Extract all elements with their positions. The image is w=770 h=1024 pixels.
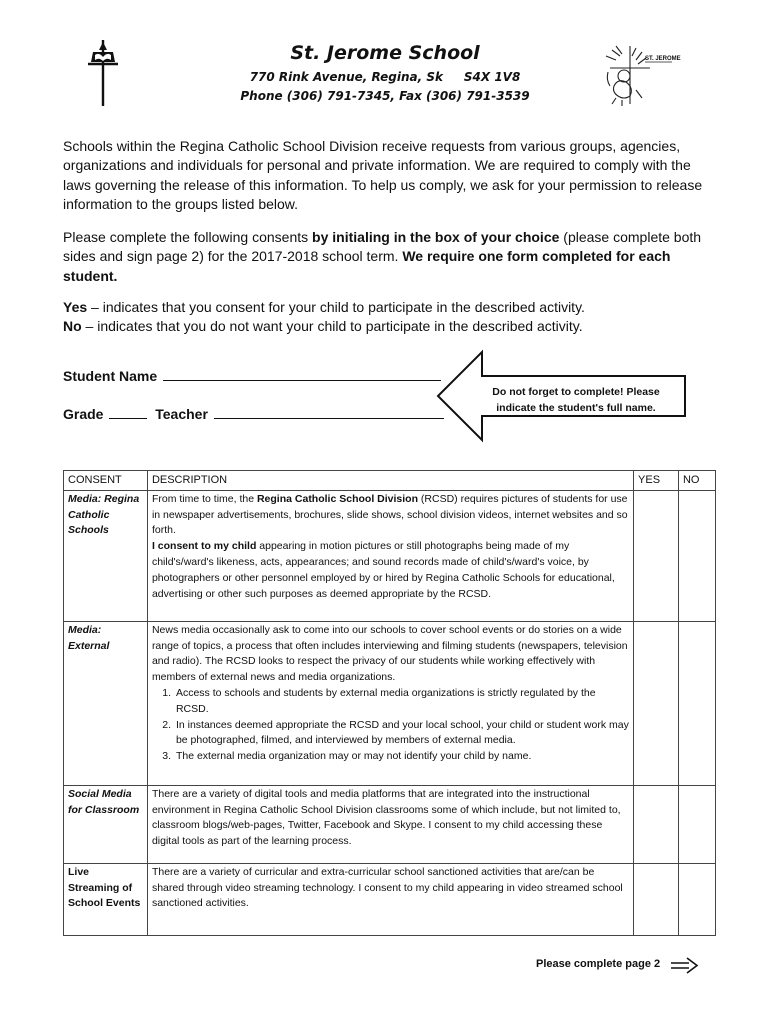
consent-description: There are a variety of curricular and extra-curricular school sanctioned activities that are/can be shared through video streaming technology. I consent to my child appearing in video streamed school sanctioned activities. — [147, 863, 633, 935]
no-initial-box[interactable] — [678, 490, 715, 621]
student-name-field[interactable] — [63, 366, 441, 384]
desc-text: From time to time, the — [151, 492, 257, 505]
table-row — [64, 490, 716, 621]
table-header-row — [64, 471, 716, 491]
yes-initial-box[interactable] — [634, 490, 679, 621]
instructions-text-2: (please complete both sides and sign page 2) for the 2017-2018 school term. — [63, 229, 702, 265]
crest-text: ST. JEROME — [645, 56, 681, 62]
grade-label: Grade — [63, 406, 104, 422]
no-text: – indicates that you do not want your child to participate in the described activity. — [81, 318, 583, 335]
yes-initial-box[interactable] — [634, 621, 679, 785]
table-row — [64, 621, 716, 785]
yes-definition — [63, 298, 713, 317]
school-phone: Phone (306) 791-7345, Fax (306) 791-3539 — [240, 89, 530, 103]
desc-text: appearing in motion pictures or still photographs being made of my child's/ward's likeness, acts, appearances; and sound records made of child's/ward's voice, by photographers or other personnel employed by or hired by Regina Catholic Schools for educational, advertising or other such purposes as deemed appropriate by the RCSD. — [151, 540, 615, 600]
footer-note: Please complete page 2 — [536, 958, 661, 970]
desc-list — [152, 686, 629, 765]
instructions-paragraph — [63, 228, 713, 286]
teacher-blank[interactable] — [214, 404, 444, 419]
no-initial-box[interactable] — [678, 785, 715, 863]
right-arrow-icon — [669, 956, 699, 976]
school-name: St. Jerome School — [290, 42, 480, 64]
consent-name: Social Media for Classroom — [64, 785, 148, 863]
yes-initial-box[interactable] — [634, 863, 679, 935]
consent-description: There are a variety of digital tools and media platforms that are integrated into the instructional environment in Regina Catholic School Division classrooms some of which include, but not limited to, classroom blogs/web-pages, Twitter, Facebook and Skype. I consent to my child accessing these digital tools as part of the learning process. — [147, 785, 633, 863]
consent-name: Media: Regina Catholic Schools — [64, 490, 148, 621]
header-yes: YES — [634, 471, 679, 491]
header-description: DESCRIPTION — [147, 471, 633, 491]
instructions-text-1: Please complete the following consents — [63, 229, 313, 245]
desc-text: (RCSD) requires pictures of students for use in newspaper advertisements, brochures, slide shows, school division videos, internet websites and so forth. — [151, 492, 628, 537]
consent-description — [147, 621, 633, 785]
intro-paragraph: Schools within the Regina Catholic School Division receive requests from various groups, agencies, organizations and individuals for personal and private information. We are required to comply with the laws governing the release of this information. To help us comply, we ask for your permission to release information to the groups listed below. — [63, 138, 703, 212]
teacher-label: Teacher — [155, 406, 208, 422]
no-initial-box[interactable] — [678, 621, 715, 785]
no-initial-box[interactable] — [678, 863, 715, 935]
yes-text: – indicates that you consent for your child to participate in the described activity. — [87, 299, 585, 315]
callout-text: Do not forget to complete! Please indicate the student's full name. — [492, 386, 660, 414]
list-item: 3. The external media organization may or may not identify your child by name. — [174, 749, 629, 765]
definitions — [63, 298, 713, 337]
no-definition — [63, 317, 713, 336]
header-no: NO — [678, 471, 715, 491]
desc-text: News media occasionally ask to come into our schools to cover school events or do stories on a wide range of topics, a process that often includes interviewing and filming students (newspapers, television and radio). The RCSD looks to respect the privacy of our students while working effectively with members of external news and media organizations. — [151, 623, 628, 684]
grade-teacher-field[interactable] — [63, 404, 444, 422]
list-item: 1. Access to schools and students by external media organizations is strictly regulated by the RCSD. — [174, 686, 629, 718]
instructions-bold-2: We require one form completed for each student. — [63, 248, 671, 284]
yes-label: Yes — [63, 299, 88, 315]
header-consent: CONSENT — [64, 471, 148, 491]
no-label: No — [63, 318, 82, 335]
desc-bold: I consent to my child — [151, 540, 257, 553]
consent-description — [147, 490, 633, 621]
consent-name: Live Streaming of School Events — [64, 863, 148, 935]
table-row — [64, 863, 716, 935]
consent-table — [63, 470, 716, 936]
list-item: 2. In instances deemed appropriate the RCSD and your local school, your child or student work may be photographed, filmed, and interviewed by members of external media. — [174, 718, 629, 750]
grade-blank[interactable] — [109, 404, 147, 419]
table-row — [64, 785, 716, 863]
school-address: 770 Rink Avenue, Regina, Sk S4X 1V8 — [249, 70, 521, 84]
desc-bold: Regina Catholic School Division — [256, 492, 418, 505]
student-name-label: Student Name — [63, 368, 158, 384]
yes-initial-box[interactable] — [634, 785, 679, 863]
instructions-bold-1: by initialing in the box of your choice — [312, 229, 560, 245]
student-name-blank[interactable] — [163, 366, 441, 381]
consent-name: Media: External — [64, 621, 148, 785]
